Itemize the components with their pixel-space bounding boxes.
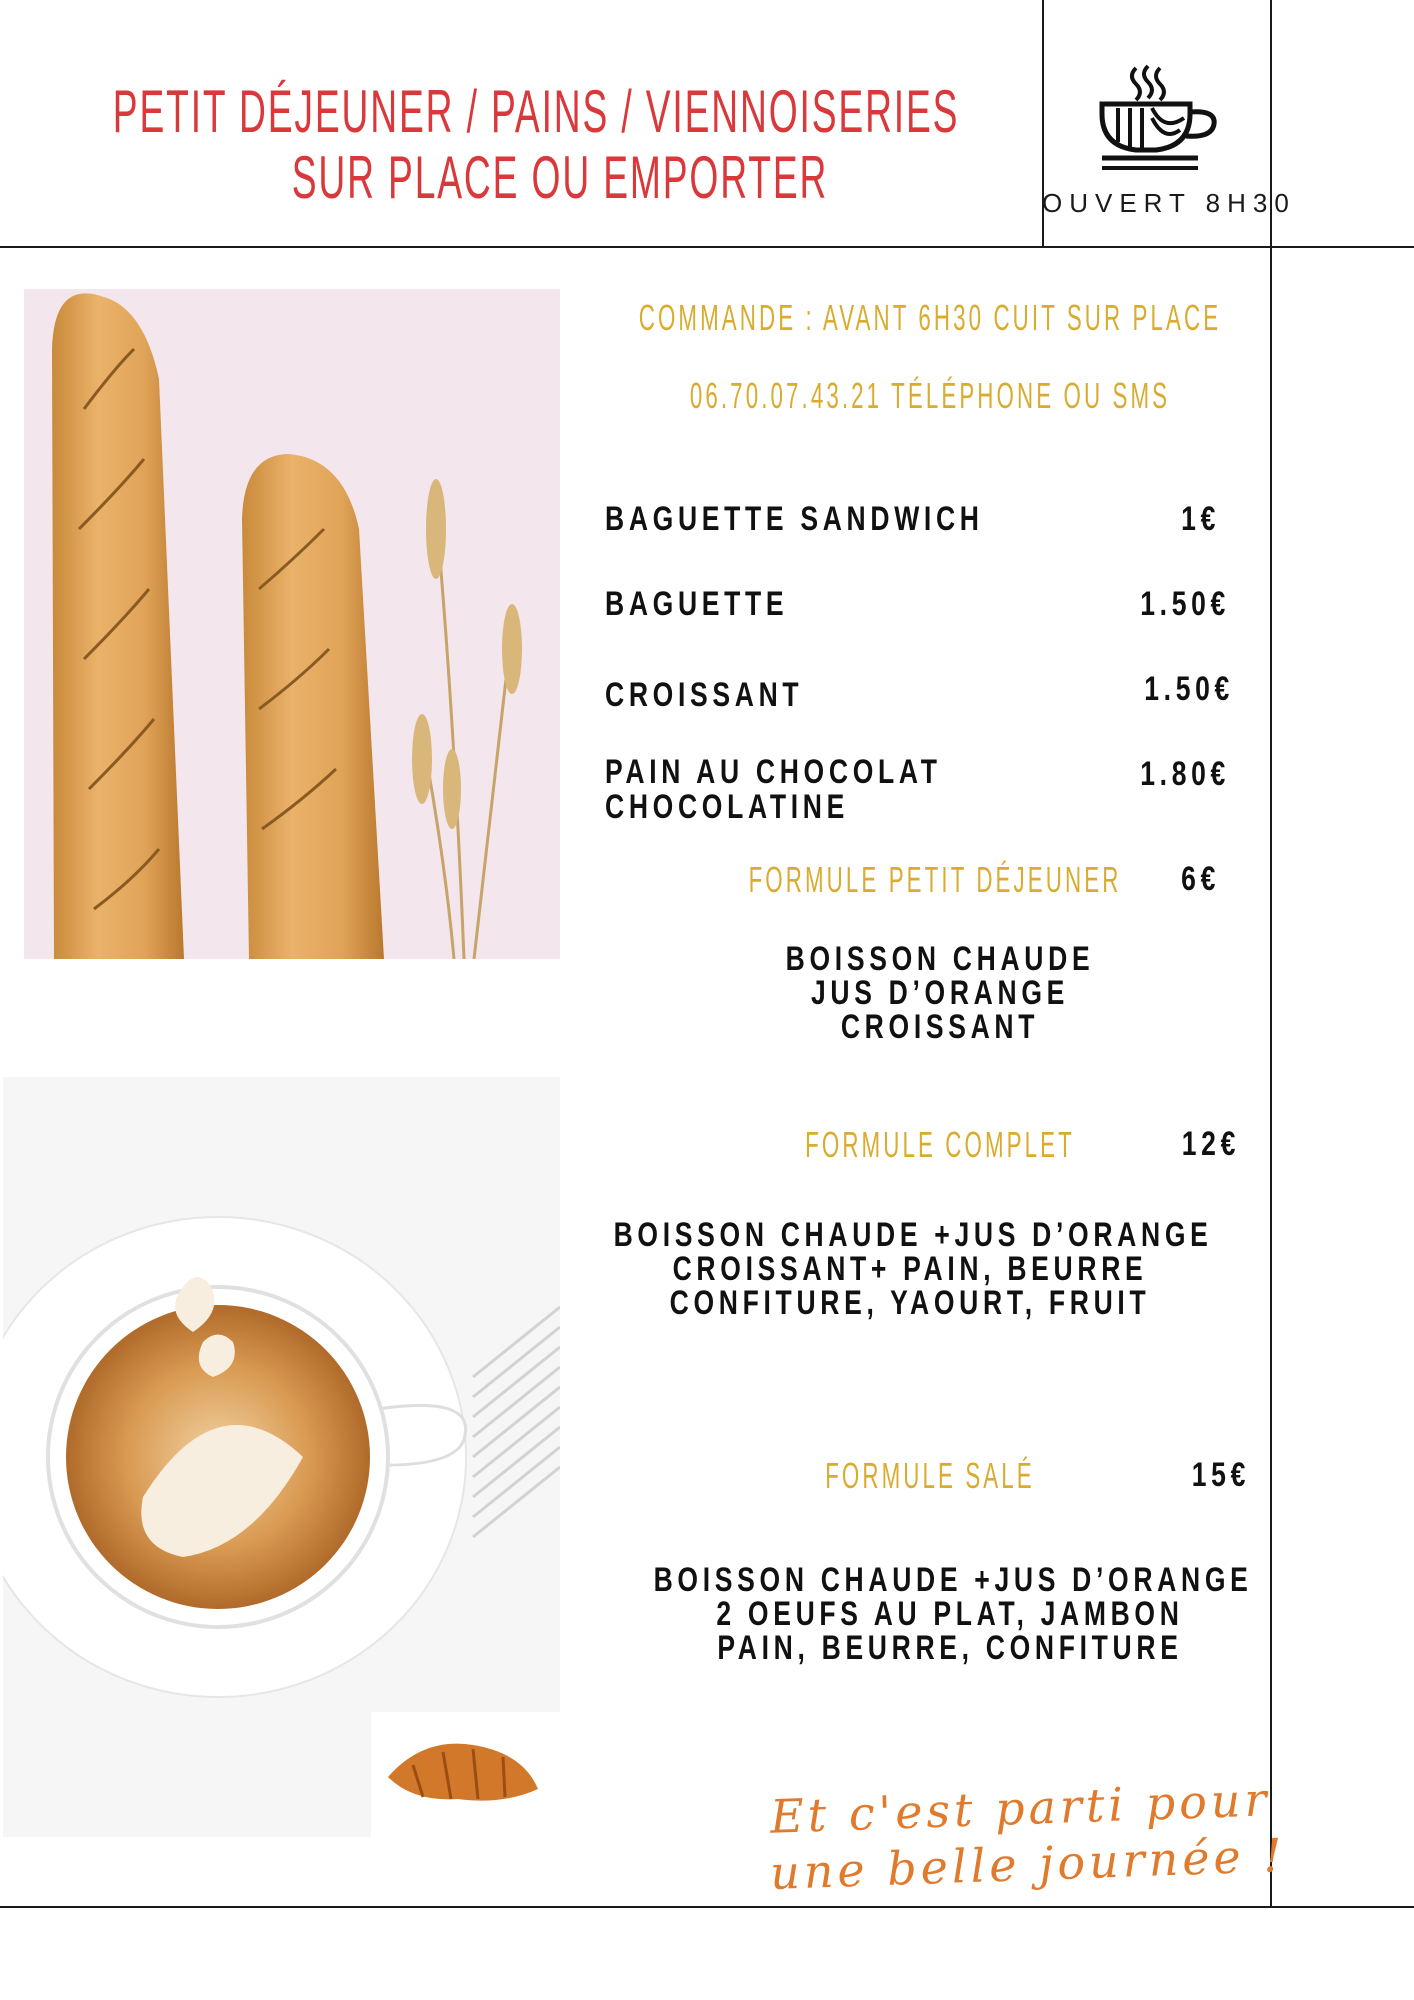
- menu-item-name-line2: CHOCOLATINE: [605, 788, 849, 826]
- right-column-border: [1270, 0, 1272, 1908]
- formula-line: 2 OEUFS AU PLAT, JAMBON: [716, 1595, 1184, 1633]
- menu-item-price: 1€: [1181, 500, 1220, 538]
- menu-item-name: BAGUETTE SANDWICH: [605, 500, 984, 538]
- order-deadline-text: COMMANDE : AVANT 6H30 CUIT SUR PLACE: [638, 297, 1222, 338]
- footer-divider: [0, 1906, 1414, 1908]
- tagline-line1: Et c'est parti pour: [769, 1772, 1272, 1844]
- formula-line: CROISSANT+ PAIN, BEURRE: [672, 1250, 1148, 1288]
- opening-hours-label: OUVERT 8H30: [1042, 188, 1296, 218]
- formula-savory-price: 15€: [1191, 1456, 1250, 1494]
- formula-complete-label: FORMULE COMPLET: [805, 1124, 1075, 1165]
- menu-item-price: 1.50€: [1140, 585, 1230, 623]
- formula-complete-price: 12€: [1181, 1125, 1240, 1163]
- order-phone-text: 06.70.07.43.21 TÉLÉPHONE OU SMS: [689, 375, 1171, 416]
- formula-line: JUS D’ORANGE: [810, 974, 1070, 1012]
- formula-line: BOISSON CHAUDE +JUS D’ORANGE: [653, 1561, 1253, 1599]
- formula-savory-label: FORMULE SALÉ: [825, 1455, 1035, 1496]
- baguettes-photo: [24, 289, 560, 959]
- formula-line: CONFITURE, YAOURT, FRUIT: [669, 1284, 1151, 1322]
- formula-line: BOISSON CHAUDE: [785, 940, 1095, 978]
- menu-item-name: CROISSANT: [605, 676, 804, 714]
- page-title-line1: PETIT DÉJEUNER / PAINS / VIENNOISERIES: [112, 78, 960, 145]
- tagline-line2: une belle journée !: [769, 1828, 1287, 1900]
- formula-breakfast-label: FORMULE PETIT DÉJEUNER: [748, 859, 1122, 900]
- formula-line: CROISSANT: [840, 1008, 1040, 1046]
- coffee-photo: [3, 1077, 560, 1837]
- formula-breakfast-details: [745, 942, 1135, 1044]
- header-divider: [0, 246, 1414, 248]
- menu-item-price: 1.80€: [1140, 755, 1230, 793]
- coffee-cup-icon: [1094, 62, 1224, 172]
- menu-item-name: BAGUETTE: [605, 585, 789, 623]
- formula-line: BOISSON CHAUDE +JUS D’ORANGE: [613, 1216, 1213, 1254]
- formula-savory-details: [653, 1561, 1253, 1667]
- formula-line: PAIN, BEURRE, CONFITURE: [717, 1629, 1183, 1667]
- page-title-line2: SUR PLACE OU EMPORTER: [291, 144, 829, 211]
- menu-item-name-line1: PAIN AU CHOCOLAT: [605, 753, 942, 791]
- formula-breakfast-price: 6€: [1181, 860, 1220, 898]
- menu-item-price: 1.50€: [1144, 670, 1234, 708]
- formula-complete-details: [613, 1216, 1213, 1322]
